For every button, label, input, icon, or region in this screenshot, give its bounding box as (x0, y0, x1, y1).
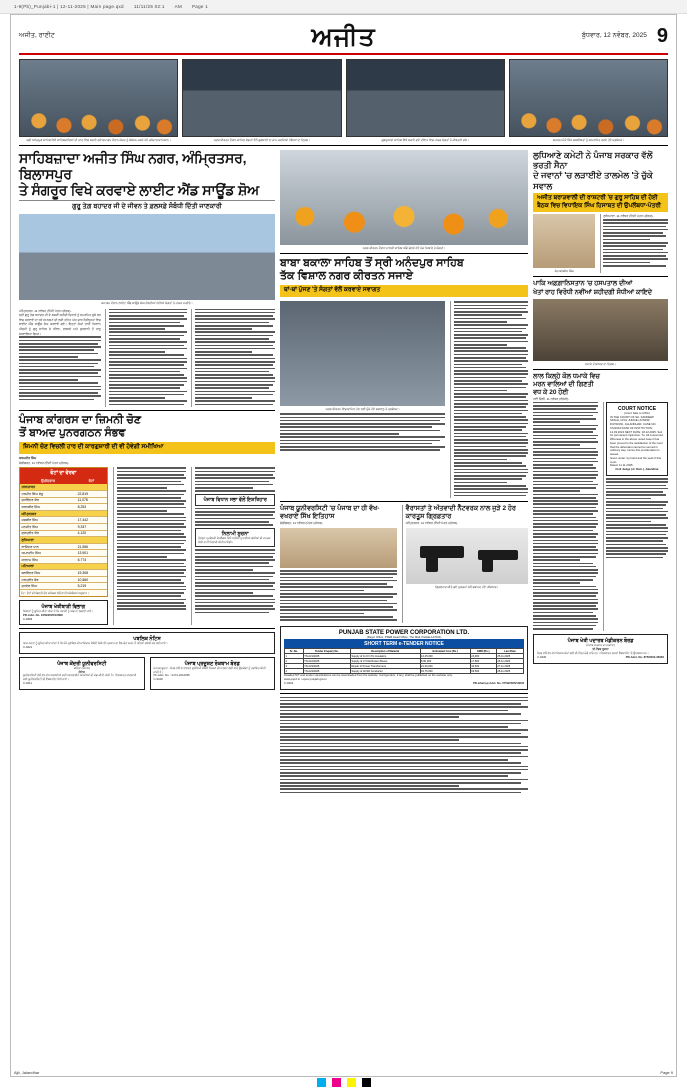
court-notice-footer: Given under my hand and the seal of this court. (610, 455, 662, 464)
lead-text-col-1 (19, 309, 101, 407)
th-emd: EMD (Rs.) (470, 649, 496, 654)
table-row (20, 570, 107, 577)
cell: 42,600 (470, 664, 496, 669)
left-column (19, 150, 275, 795)
mid-story-1-byline: ਚੰਡੀਗੜ੍ਹ, 11 ਨਵੰਬਰ (ਪੱਤਰ ਪ੍ਰੇਰਕ)- (280, 521, 324, 526)
cell-votes: 22,819 (76, 490, 106, 497)
ad-pspcl-table (284, 648, 524, 674)
bottom-left-ad-row (19, 657, 275, 690)
ad-pspcl-org: PUNJAB STATE POWER CORPORATION LTD. (338, 629, 470, 636)
mid-ad-box-2-title: ਨਿਲਾਮੀ ਸੂਚਨਾ (221, 530, 249, 537)
lead-headline-line2: ਤੇ ਸੰਗਰੂਰ ਵਿਖੇ ਕਰਵਾਏ ਲਾਈਟ ਐਂਡ ਸਾਊਂਡ ਸ਼ੋਅ (19, 182, 259, 199)
divider-congress (19, 410, 275, 411)
nagar-kirtan-photo-caption: ਨਗਰ ਕੀਰਤਨ ਦੌਰਾਨ ਪਾਲਕੀ ਸਾਹਿਬ ਅੱਗੇ ਚੱਲਦੇ ਹੋਏ ਪੰਜ ਪਿਆਰੇ ਤੇ ਸੰਗਤਾਂ। (362, 246, 446, 251)
top-photo-strip (19, 59, 668, 142)
table-row (20, 550, 107, 557)
lead-filler-3 (192, 309, 275, 406)
ad-university-title: ਪੰਜਾਬ ਕੇਂਦਰੀ ਯੂਨੀਵਰਸਿਟੀ (57, 660, 107, 667)
nagar-body-row (280, 301, 528, 498)
cell: 24,900 (470, 654, 496, 659)
cell-votes: 17,442 (76, 517, 106, 524)
cell: 17,800 (470, 659, 496, 664)
afghan-headline-line2: ਖੇਤਾਂ ਰਾਹ ਵਿਰੋਧੀ ਨਵੀਂਆਂ ਸ਼ਹੀਦਗੀ ਸੰਧੀਆਂ ਕਾਇਦੇ (533, 288, 653, 296)
nagar-filler-2 (451, 301, 528, 496)
court-notice-date: Dated: 11.11.2025 (610, 463, 633, 468)
table-row (20, 530, 107, 537)
table-row (20, 576, 107, 583)
ad-bottom-right-sub: (ਪੰਜਾਬ ਸਰਕਾਰ ਦਾ ਅਦਾਰਾ) (586, 643, 615, 648)
right-top-text (600, 214, 668, 273)
results-table (20, 478, 107, 590)
mid-ad-box-1 (195, 494, 275, 506)
th-votes: ਵੋਟਾਂ (76, 478, 106, 484)
afghan-headline-line1: ਪਾਕਿ ਅਫ਼ਗ਼ਾਨਿਸਤਾਨ 'ਚ ਹਸਪਤਾਲ ਦੀਆਂ (533, 280, 633, 288)
table-row (20, 510, 107, 517)
print-registration-strip (0, 0, 687, 14)
nagar-filler-1 (280, 413, 445, 451)
table-row (20, 517, 107, 524)
cell: Supply of ACSR Conductor (350, 669, 420, 674)
cell-name: ਸਤਨਾਮ ਸਿੰਘ (20, 556, 76, 563)
cat-1: ਅੰਮ੍ਰਿਤਸਰ (20, 510, 107, 517)
ad-small-left-pr: PR-Advt. No. 0459/2025/10898 (23, 612, 63, 617)
congress-headline-line1: ਪੰਜਾਬ ਕਾਂਗਰਸ ਦਾ ਜ਼ਿਮਨੀ ਚੋਣ (19, 413, 142, 426)
court-notice-title: COURT NOTICE (617, 405, 657, 412)
cell-name: ਬਲਵਿੰਦਰ ਸਿੰਘ (20, 570, 76, 577)
right-top-row (533, 214, 668, 273)
nagar-photo-2 (280, 301, 445, 406)
nagar-subbar: ਥਾਂ-ਥਾਂ ਪੁੱਜਣ 'ਤੇ ਸੰਗਤਾਂ ਵੱਲੋਂ ਕਰਵਾਏ ਸਵਾਗਤ (280, 285, 528, 297)
photo-sangat-3 (346, 59, 505, 137)
cell: 8,90,000 (420, 659, 470, 664)
right-portrait-photo (533, 214, 595, 268)
photo-caption-3: ਗੁਰਦੁਆਰਾ ਸਾਹਿਬ ਵਿਖੇ ਸਜਾਏ ਗਏ ਦੀਵਾਨ ਵਿਚ ਹਾਜ਼ਰ ਸੰਗਤਾਂ ਤੇ ਕੀਰਤਨੀ ਜਥੇ। (381, 138, 469, 142)
right-byline: ਲੁਧਿਆਣਾ, 11 ਨਵੰਬਰ (ਨਿੱਜੀ ਪੱਤਰ ਪ੍ਰੇਰਕ)- (603, 214, 654, 219)
photo-caption-4: ਸਮਾਗਮ ਮੌਕੇ ਸਿੱਖ ਸ਼ਖ਼ਸੀਅਤਾਂ ਨੂੰ ਸਨਮਾਨਿਤ ਕਰਦੇ ਹੋਏ ਪ੍ਰਬੰਧਕ। (552, 138, 625, 142)
cell: 28.11.2025 (496, 669, 523, 674)
top-photo-cell-4 (509, 59, 668, 142)
photo-sangat-4 (509, 59, 668, 137)
congress-lower-row (19, 467, 275, 625)
cell-votes: 8,253 (76, 504, 106, 511)
top-photo-cell-2 (182, 59, 341, 142)
ad-court-notice (606, 402, 668, 476)
ad-small-left-code: C-9399 (23, 616, 33, 621)
table-row (20, 543, 107, 550)
cell: 1 (285, 654, 304, 659)
divider-lead (19, 200, 275, 201)
lead-filler-2 (106, 309, 187, 406)
ad-public-notice-title: ਪਬਲਿਕ ਨੋਟਿਸ (133, 636, 161, 643)
right-portrait-caption: ਸੰਤ ਬਲਬੀਰ ਸਿੰਘ (554, 269, 574, 274)
cell: 4 (285, 669, 304, 674)
ad-pspcl-sub: (Regd. Office: PSEB Head Office, The Mall, Patiala-147001) (366, 634, 442, 639)
congress-dateline: ਚੰਡੀਗੜ੍ਹ, 11 ਨਵੰਬਰ (ਨਿੱਜੀ ਪੱਤਰ ਪ੍ਰੇਰਕ)- (19, 460, 69, 465)
congress-filler-4 (195, 549, 275, 613)
lead-text-columns (19, 309, 275, 407)
cell: 21,30,000 (420, 664, 470, 669)
reg-mark-0: 1-9(Pb)_Punjabi-1 | 12-11-2025 | Main page.qxd (14, 4, 124, 9)
lead-filler-1 (19, 336, 101, 400)
nagar-text-col (450, 301, 528, 498)
delhi-headline-line2: ਮਰਨ ਵਾਲਿਆਂ ਦੀ ਗਿਣਤੀ (533, 380, 594, 388)
mid-story-2-byline: ਅੰਮ੍ਰਿਤਸਰ, 11 ਨਵੰਬਰ (ਨਿੱਜੀ ਪੱਤਰ ਪ੍ਰੇਰਕ)- (405, 521, 459, 526)
footer-left: Ajit, Jalandhar (14, 1070, 40, 1075)
ad-pspcl-pr: PR-&hairsp;Advt. No. 0759/2025/10843 (473, 680, 525, 685)
table-row (20, 583, 107, 590)
table-row (20, 556, 107, 563)
ad-public-notice-code: C-9421 (23, 645, 33, 650)
cell-votes: 13,901 (76, 550, 106, 557)
mid-story-2-photo-caption: ਗ੍ਰਿਫ਼ਤਾਰ ਕੀਤੇ ਗਏ ਮੁਲਜ਼ਮਾਂ ਕੋਲੋਂ ਬਰਾਮਦ ਹੋਏ ਹਥਿਆਰ। (435, 585, 499, 590)
page-footline (14, 1070, 673, 1075)
cell-votes: 21,556 (76, 543, 106, 550)
right-subbar: ਅਜੀਤ ਬਰਾੜਵਾਲੀ ਦੀ ਰਾਸ਼ਟਰੀ 'ਚ ਗੁਰੂ ਸਾਹਿਬ ਦੀ ਹੋਈ ਬੈਠਕ ਵਿਚ ਵਿਧਾਇਕ ਸਿੰਘ ਹਿਸਾਬਤ ਦੀ ਉਪਲੱਬਧਾ-ਪੱਤਰੀ (533, 193, 668, 213)
delhi-byline: ਨਵੀਂ ਦਿੱਲੀ, 11 ਨਵੰਬਰ (ਏਜੰਸੀ)- (533, 397, 570, 402)
cell-name: ਹਰਮੀਤ ਸਿੰਘ ਸੰਧੂ (20, 490, 76, 497)
ad-bottom-right-pr: PR-Advt. No. 875/0002-36984 (625, 654, 664, 659)
congress-subbar: ਜ਼ਿਮਨੀ ਚੋਣ ਵਿਚਲੀ ਹਾਰ ਦੀ ਕਾਰਗੁਜ਼ਾਰੀ ਦੀ ਵੀ ਹੋਵੇਗੀ ਸਮੀਖਿਆ (19, 442, 275, 454)
table-row (20, 504, 107, 511)
delhi-headline-line3: ਵਧ ਕੇ 20 ਹੋਈ (533, 388, 569, 396)
congress-boxed-col (191, 467, 275, 625)
table-row (20, 523, 107, 530)
divider-mid-bottom (280, 693, 528, 694)
right-column (533, 150, 668, 795)
cell-votes: 4,120 (76, 530, 106, 537)
page-body (10, 14, 677, 1077)
cell-name: ਰਾਜਿੰਦਰ ਪਾਲ (20, 543, 76, 550)
ad-university (19, 657, 145, 690)
cell: Supply of LT Distribution Boxes (350, 659, 420, 664)
right-headline-line2: ਦੇ ਜਵਾਨਾਂ 'ਚ ਲੜਾਈਏ ਤਾਲਮੇਲ 'ਤੇ ਚੁੱਕੇ ਸਵਾਲ (533, 170, 653, 191)
results-footnote: ਨੋਟ : ਵੋਟਾਂ ਦੀ ਗਿਣਤੀ ਚੋਣ ਕਮਿਸ਼ਨ ਵੱਲੋਂ ਜਾਰੀ ਅੰਕੜਿਆਂ ਅਨੁਸਾਰ। (21, 590, 89, 595)
congress-byline: ਕਰਮਜੀਤ ਸਿੰਘ (19, 456, 37, 461)
th-enquiry: Tender Enquiry No. (303, 649, 350, 654)
cell-name: ਮਨਜੀਤ ਸਿੰਘ (20, 523, 76, 530)
nagar-photo-col (280, 301, 445, 498)
nagar-photo-2-caption: ਨਗਰ ਕੀਰਤਨ ਵਿਚ ਸ਼ਾਮਿਲ ਹੋਣ ਲਈ ਪੁੱਜੇ ਹੋਏ ਸ਼ਰਧਾਲੂ ਤੇ ਪ੍ਰਬੰਧਕ। (325, 407, 400, 412)
cell-name: ਸੁਖਵਿੰਦਰ ਕੌਰ (20, 497, 76, 504)
mid-story-1-headline: ਪੰਜਾਬ ਯੂਨੀਵਰਸਿਟੀ 'ਚ ਪੰਜਾਬ ਦਾ ਹੀ ਵੱਖ-ਵਖਰਾਏ ਸਿੱਖ ਇਤਿਹਾਸ (280, 505, 380, 521)
publication-date: ਬੁੱਧਵਾਰ, 12 ਨਵੰਬਰ, 2025 (581, 32, 647, 39)
cell-name: ਕਰਨਬੀਰ ਸਿੰਘ (20, 504, 76, 511)
ad-small-left-title: ਪੰਜਾਬ ਖੇਤੀਬਾੜੀ ਵਿਭਾਗ (41, 604, 86, 611)
cell: TN-222/2025 (303, 659, 350, 664)
table-row (20, 563, 107, 570)
middle-column (280, 150, 528, 795)
ad-university-code: C-9411 (23, 680, 32, 685)
table-row (20, 497, 107, 504)
mid-ad-box-2 (195, 528, 275, 548)
cell-name: ਸੁਖਦੇਵ ਸਿੰਘ (20, 583, 76, 590)
reg-mark-1: 11/11/25 02:1 (133, 4, 165, 9)
court-notice-court-line: (Court Sale to CWC) (624, 410, 650, 415)
right-lower-text (533, 402, 598, 632)
ad-vidya-title: ਪੰਜਾਬ ਪ੍ਰਦੂਸ਼ਣ ਰੋਕਥਾਮ ਬੋਰਡ (184, 660, 240, 667)
cell: 69,500 (470, 669, 496, 674)
mid-ad-box-1-title: ਪੰਜਾਬ ਵਿਧਾਨ ਸਭਾ ਵੱਲੋਂ ਇਸ਼ਤਿਹਾਰ (203, 496, 267, 503)
ad-pspcl-website[interactable]: www.pspcl.in / eproc.punjab.gov.in (284, 677, 327, 682)
divider-bottom-left (19, 628, 275, 629)
cell: TN-221/2025 (303, 654, 350, 659)
cmyk-black (362, 1078, 371, 1087)
cat-3: ਪਟਿਆਲਾ (20, 563, 107, 570)
photo-sangat-2 (182, 59, 341, 137)
ad-bottom-right-code: C-9430 (537, 654, 547, 659)
cell: 27.11.2025 (496, 664, 523, 669)
cell: TN-223/2025 (303, 664, 350, 669)
lead-text-col-3 (191, 309, 275, 407)
cell-name: ਗੁਰਪ੍ਰੀਤ ਕੌਰ (20, 530, 76, 537)
ad-pspcl-notice-title: SHORT TERM e-TENDER NOTICE (284, 639, 524, 648)
main-content (19, 150, 668, 795)
cell: 34,75,000 (420, 669, 470, 674)
right-filler-2 (533, 402, 598, 630)
th-sr: Sr. No. (285, 649, 304, 654)
seized-weapons-photo (406, 528, 528, 584)
ad-university-heading: ਨੋਟਿਸ (78, 669, 85, 674)
congress-headline-line2: ਤੋਂ ਬਾਅਦ ਪੁਨਰਗਠਨ ਸੰਭਵ (19, 427, 126, 440)
right-lower-row (533, 402, 668, 632)
afghan-photo (533, 299, 668, 361)
cell-votes: 6,774 (76, 556, 106, 563)
ad-vidya-contact: Ph-Advt. No. : 0172-2212345 (153, 673, 190, 678)
photo-sangat-1 (19, 59, 178, 137)
footer-right: Page 9 (660, 1070, 673, 1075)
divider-top (19, 145, 668, 146)
lead-photo-caption: ਸਮਾਗਮ ਦੌਰਾਨ ਲਾਈਟ ਐਂਡ ਸਾਊਂਡ ਸ਼ੋਅ ਦੇਖਦੀਆਂ ਹੋਈਆਂ ਸੰਗਤਾਂ ਤੇ ਹਾਜ਼ਰ ਪਤਵੰਤੇ। (101, 301, 193, 306)
cell-votes: 19,308 (76, 570, 106, 577)
lead-photo (19, 214, 275, 300)
ad-bottom-right (533, 634, 668, 663)
cell: TN-224/2025 (303, 669, 350, 674)
cell: 12,45,000 (420, 654, 470, 659)
mid-story-2-headline: ਵੈਰਾਸਤਾਂ ਤੇ ਅੱਤਵਾਦੀ ਨੈੱਟਵਰਕ ਨਾਲ ਜੁੜੇ 2 ਹੋਰ ਕਾਰਤੂਸ ਗ੍ਰਿਫ਼ਤਾਰ (405, 505, 516, 521)
court-notice-body: IN THE COURT OF SH. SANDEEP SINGH, CIVIL JUDGE (JUNIOR DIVISION), JALANDHAR. CASE NO. CS/2024 DATE OF INSTITUTION: 12.03.2024 NEXT DATE: 18.12.2025. Suit for permanent injunction. To: All concerned. Whereas in the above noted case it has been proved to the satisfaction of the court that the defendant cannot be served in ordinary way, hence this proclamation is issued. (610, 414, 664, 457)
ad-public-notice-body: ਆਮ ਜਨਤਾ ਨੂੰ ਸੂਚਿਤ ਕੀਤਾ ਜਾਂਦਾ ਹੈ ਕਿ ਮੇਰੇ ਮੁਵੱਕਿਲ ਦੀ ਜਾਇਦਾਦ ਸੰਬੰਧੀ ਕਿਸੇ ਵੀ ਪ੍ਰਕਾਰ ਦਾ ਲੈਣ-ਦੇਣ ਕਰਨ ਤੋਂ ਪਹਿਲਾਂ ਤਸੱਲੀ ਕਰ ਲਈ ਜਾਵੇ। (23, 641, 168, 646)
nagar-headline-line2: ਤੱਕ ਵਿਸ਼ਾਲ ਨਗਰ ਕੀਰਤਨ ਸਜਾਏ (280, 270, 413, 283)
ad-pspcl (280, 626, 528, 690)
th-cost: Estimated Cost (Rs.) (420, 649, 470, 654)
mid-story-2 (402, 505, 528, 622)
photo-caption-1: ਸ੍ਰੀ ਅਨੰਦਪੁਰ ਸਾਹਿਬ ਵਿਖੇ ਸਾਹਿਬਜ਼ਾਦਿਆਂ ਦੀ ਯਾਦ ਵਿਚ ਸਜਾਏ ਗਏ ਸਮਾਗਮ ਦੌਰਾਨ ਸੰਗਤ ਨੂੰ ਸੰਬੋਧਨ ਕਰਦੇ ਹੋਏ ਜਥੇਦਾਰ ਸਾਹਿਬਾਨ। (26, 138, 171, 142)
ad-university-body: ਯੂਨੀਵਰਸਿਟੀ ਵੱਲੋਂ ਵੱਖ-ਵੱਖ ਅਸਾਮੀਆਂ ਲਈ ਆਨਲਾਈਨ ਅਰਜ਼ੀਆਂ ਦੀ ਮੰਗ ਕੀਤੀ ਜਾਂਦੀ ਹੈ। ਵਿਸਥਾਰਤ ਜਾਣਕਾਰੀ ਲਈ ਯੂਨੀਵਰਸਿਟੀ ਦੀ ਵੈੱਬਸਾਈਟ ਵੇਖੀ ਜਾਵੇ। (23, 673, 137, 682)
th-date: Last Date (496, 649, 523, 654)
ad-university-sub: ਬਠਿੰਡਾ (ਪੰਜਾਬ) (73, 665, 90, 670)
ad-vidya-bhawan (150, 657, 276, 690)
lead-text-col-2 (105, 309, 187, 407)
masthead-right (518, 25, 668, 48)
th-desc: Description of Material (350, 649, 420, 654)
cell: 25.11.2025 (496, 654, 523, 659)
cell-name: ਅਮਨਦੀਪ ਸਿੰਘ (20, 550, 76, 557)
court-notice-signature: Civil Judge (Jr. Divn.), Jalandhar (615, 467, 659, 472)
newspaper-logo: ਅਜੀਤ (311, 21, 376, 51)
mid-stories-row (280, 505, 528, 622)
divider-afghan (533, 276, 668, 277)
ad-bottom-right-title: ਪੰਜਾਬ ਖੇਤੀ ਪਦਾਰਥ ਮੰਡੀਕਰਨ ਬੋਰਡ (567, 638, 634, 645)
cell: Repair of Power Transformers (350, 664, 420, 669)
lead-body: ਸ੍ਰੀ ਗੁਰੂ ਤੇਗ਼ ਬਹਾਦਰ ਜੀ ਦੇ 350ਵੇਂ ਸ਼ਹੀਦੀ ਦਿਹਾੜੇ ਨੂੰ ਸਮਰਪਿਤ ਸੂਬੇ ਭਰ ਵਿਚ ਕਰਵਾਏ ਜਾ ਰਹੇ ਸਮਾਗਮਾਂ ਦੀ ਲੜੀ ਤਹਿਤ ਅੱਜ ਚਾਰ ਜ਼ਿਲ੍ਹਿਆਂ ਵਿਚ ਲਾਈਟ ਐਂਡ ਸਾਊਂਡ ਸ਼ੋਅ ਕਰਵਾਏ ਗਏ। ਇਨ੍ਹਾਂ ਸ਼ੋਆਂ ਰਾਹੀਂ ਨੌਜਵਾਨ ਪੀੜ੍ਹੀ ਨੂੰ ਗੁਰੂ ਸਾਹਿਬ ਦੇ ਜੀਵਨ, ਫ਼ਲਸਫ਼ੇ ਅਤੇ ਕੁਰਬਾਨੀ ਤੋਂ ਜਾਣੂ ਕਰਵਾਇਆ ਗਿਆ। (19, 313, 101, 336)
ad-small-left-body: ਕਿਸਾਨਾਂ ਨੂੰ ਸੂਚਿਤ ਕੀਤਾ ਜਾਂਦਾ ਹੈ ਕਿ ਪਰਾਲੀ ਨੂੰ ਅੱਗ ਨਾ ਲਗਾਈ ਜਾਵੇ। (23, 609, 94, 614)
mid-story-1 (280, 505, 397, 622)
results-table-wrap (19, 467, 108, 625)
top-photo-cell-3 (346, 59, 505, 142)
top-photo-cell-1 (19, 59, 178, 142)
cell-votes: 5,219 (76, 583, 106, 590)
cmyk-magenta (332, 1078, 341, 1087)
divider-mid-stories (280, 501, 528, 502)
results-table-title: ਵੋਟਾਂ ਦਾ ਵੇਰਵਾ (20, 468, 107, 478)
mid-bottom-filler (280, 697, 528, 795)
right-filler-3 (606, 478, 668, 558)
lead-byline: ਅੰਮ੍ਰਿਤਸਰ, 11 ਨਵੰਬਰ (ਨਿੱਜੀ ਪੱਤਰ ਪ੍ਰੇਰਕ)- (19, 308, 72, 313)
cmyk-registration-bar (0, 1078, 687, 1087)
photo-caption-2: ਨਗਰ ਕੀਰਤਨ ਦੌਰਾਨ ਸ਼ਾਮਿਲ ਸੰਗਤਾਂ ਵੱਲੋਂ ਗੁਰਬਾਣੀ ਦਾ ਜਾਪ ਕਰਦਿਆਂ ਹੋਇਆਂ ਦਾ ਦ੍ਰਿਸ਼। (213, 138, 310, 142)
cmyk-cyan (317, 1078, 326, 1087)
ad-vidya-code: C-9418 (153, 677, 163, 682)
nagar-kirtan-photo (280, 150, 528, 245)
congress-filler-1 (114, 467, 187, 610)
results-table-box (19, 467, 108, 597)
congress-filler-2 (195, 467, 275, 492)
th-candidate: ਉਮੀਦਵਾਰ (20, 478, 76, 484)
mid-story-1-portrait (280, 528, 397, 568)
ad-pspcl-code: C-9403 (284, 680, 294, 685)
masthead-edition: ਅਜੀਤ, ਰਾਣੀਟ (19, 32, 55, 39)
lead-headline-line1: ਸਾਹਿਬਜ਼ਾਦਾ ਅਜੀਤ ਸਿੰਘ ਨਗਰ, ਅੰਮ੍ਰਿਤਸਰ, ਬਿਲਾਸਪੁਰ (19, 150, 247, 183)
right-portrait-col (533, 214, 595, 273)
ad-public-notice (19, 632, 275, 654)
cell-votes: 11,078 (76, 497, 106, 504)
congress-text-col (113, 467, 187, 625)
congress-filler-3 (195, 508, 275, 526)
page-number: 9 (656, 24, 668, 47)
afghan-caption: ਧਮਾਕੇ ਤੋਂ ਬਾਅਦ ਦਾ ਦ੍ਰਿਸ਼। (585, 361, 617, 366)
ad-bottom-right-heading: ਈ-ਟੈਂਡਰ ਸੂਚਨਾ (592, 647, 609, 652)
lead-subhead: ਗੁਰੂ ਤੇਗ਼ ਬਹਾਦਰ ਜੀ ਦੇ ਜੀਵਨ ਤੇ ਫ਼ਲਸਫ਼ੇ ਸੰਬੰਧੀ ਦਿੱਤੀ ਜਾਣਕਾਰੀ (72, 203, 222, 211)
ad-small-left (19, 600, 108, 625)
ad-pspcl-note: Detailed NIT and tender specifications can be downloaded from the website. Corrigendum, if any, shall be published on the website only. (284, 673, 453, 678)
ad-vidya-body: ਜਨਤਕ ਸੂਚਨਾ : ਬੋਰਡ ਵੱਲੋਂ ਵਾਤਾਵਰਣ ਸੁਰੱਖਿਆ ਸੰਬੰਧੀ ਨਿਯਮਾਂ ਦੀ ਪਾਲਣਾ ਲਈ ਸਾਰੇ ਉਦਯੋਗਾਂ ਨੂੰ ਹਦਾਇਤ ਕੀਤੀ ਜਾਂਦੀ ਹੈ। (153, 665, 266, 674)
right-headline-line1: ਲੁਧਿਆਣੇ ਕਮੇਟੀ ਨੇ ਪੰਜਾਬ ਸਰਕਾਰ ਵੱਲੋਂ ਭਰਤੀ ਸੈਨਾ (533, 150, 653, 171)
masthead (19, 21, 668, 55)
cell: 25.11.2025 (496, 659, 523, 664)
reg-mark-3: Page 1 (192, 4, 209, 9)
cat-2: ਲੁਧਿਆਣਾ (20, 537, 107, 544)
divider-delhi (533, 369, 668, 370)
court-notice-col (603, 402, 668, 632)
cell: Supply of 11 KV Pin Insulators (350, 654, 420, 659)
mid-ad-box-2-body: ਜ਼ਿਲ੍ਹਾ ਪ੍ਰਬੰਧਕੀ ਕੰਪਲੈਕਸ ਵਿਖੇ ਪਈਆਂ ਪੁਰਾਣੀਆਂ ਗੱਡੀਆਂ ਦੀ ਜਨਤਕ ਬੋਲੀ ਰਾਹੀਂ ਨਿਲਾਮੀ ਕੀਤੀ ਜਾਵੇਗੀ। (198, 535, 271, 544)
cat-0: ਤਰਨਤਾਰਨ (20, 484, 107, 490)
table-row (20, 537, 107, 544)
ad-bottom-right-body: ਬੋਰਡ ਵੱਲੋਂ ਵੱਖ-ਵੱਖ ਵਿਕਾਸ ਕੰਮਾਂ ਲਈ ਈ-ਟੈਂਡਰ ਮੰਗੇ ਜਾਂਦੇ ਹਨ। ਵਿਸਥਾਰਤ ਸ਼ਰਤਾਂ ਵੈੱਬਸਾਈਟ 'ਤੇ ਉਪਲਬਧ ਹਨ। (537, 650, 649, 655)
reg-mark-2: AM (174, 4, 182, 9)
cell: 3 (285, 664, 304, 669)
right-filler-1 (601, 219, 668, 267)
cell: 2 (285, 659, 304, 664)
table-row (20, 490, 107, 497)
cell-name: ਜਸਬੀਰ ਸਿੰਘ (20, 517, 76, 524)
nagar-headline-line1: ਬਾਬਾ ਬਕਾਲਾ ਸਾਹਿਬ ਤੋਂ ਸ੍ਰੀ ਅਨੰਦਪੁਰ ਸਾਹਿਬ (280, 257, 464, 270)
cell-name: ਹਰਪ੍ਰੀਤ ਕੌਰ (20, 576, 76, 583)
cell-votes: 10,560 (76, 576, 106, 583)
mid-story-1-filler (280, 570, 397, 621)
cell-votes: 9,337 (76, 523, 106, 530)
divider-nagar (280, 253, 528, 254)
delhi-headline-line1: ਲਾਲ ਕਿਲ੍ਹੇ ਕੋਲ ਧਮਾਕੇ ਵਿਚ (533, 372, 600, 380)
cmyk-yellow (347, 1078, 356, 1087)
